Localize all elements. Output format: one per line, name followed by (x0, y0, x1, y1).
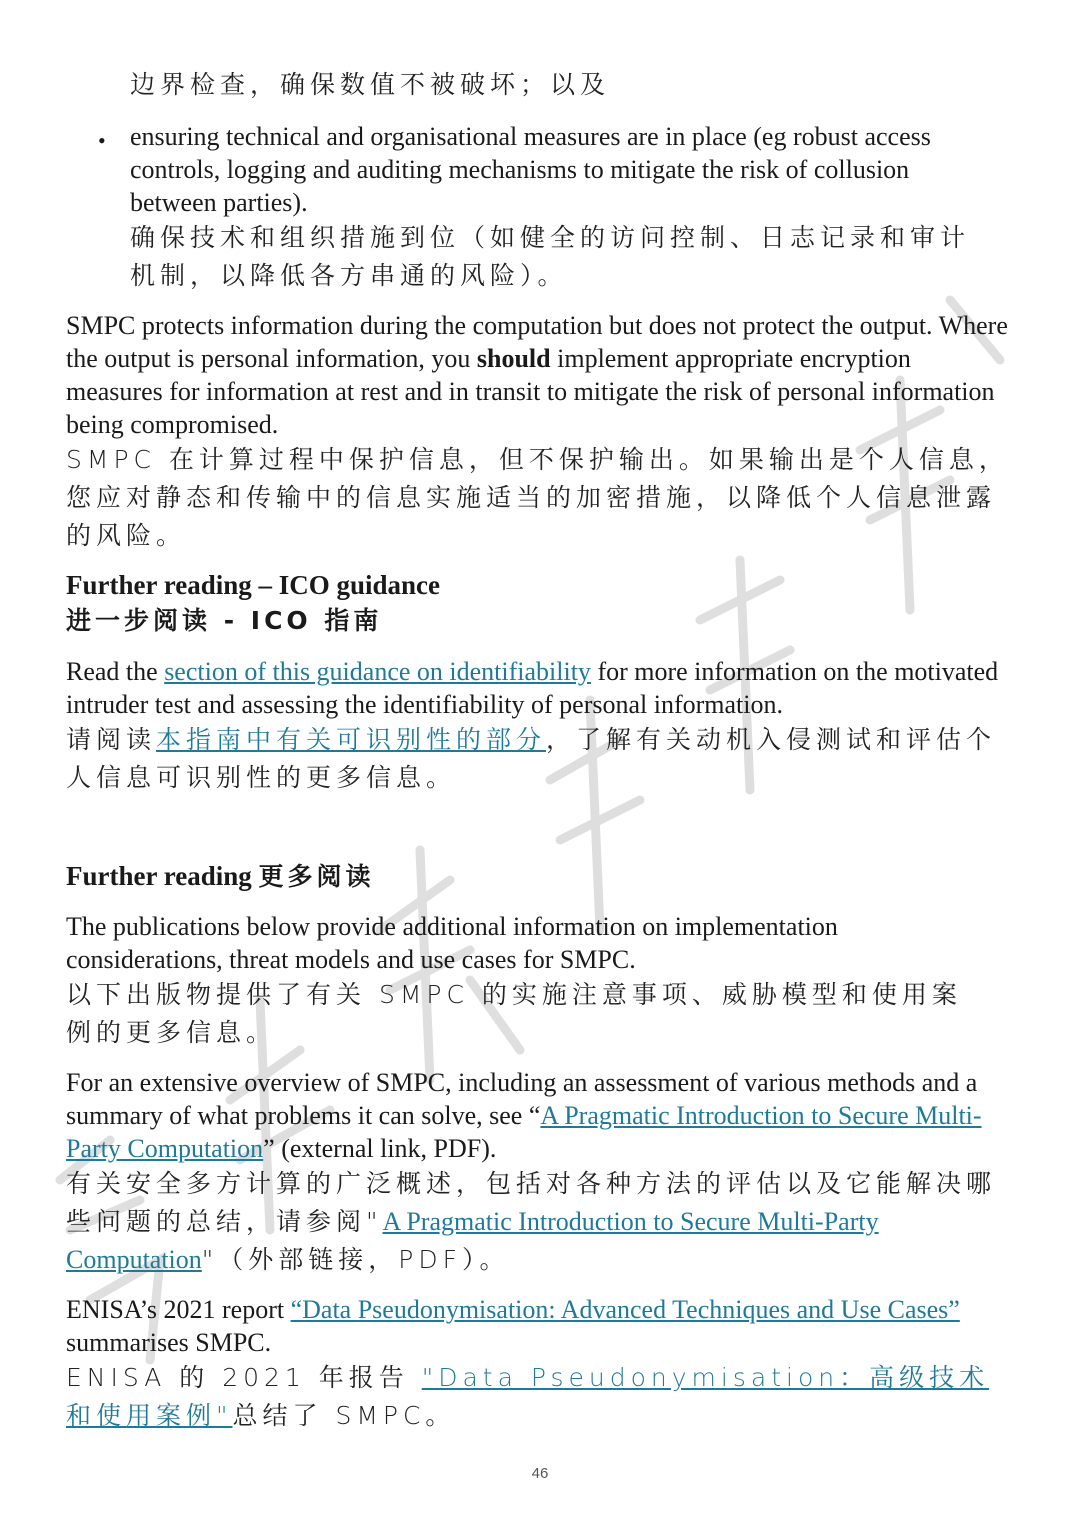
further-reading-title-en: Further reading (66, 861, 252, 891)
enisa-text-en-pre: ENISA’s 2021 report (66, 1295, 291, 1324)
smpc-text-en (66, 309, 1011, 441)
further-ico-title-en: Further reading – ICO guidance (66, 570, 441, 600)
overview-text-zh-post: "（外部链接，PDF）。 (201, 1245, 510, 1274)
top-line-zh: 边界检查，确保数值不被破坏；以及 (130, 70, 611, 99)
ico-text-zh (66, 721, 1006, 797)
ico-text-en (66, 655, 1006, 721)
enisa-report-link[interactable]: “Data Pseudonymisation: Advanced Techniques and Use Cases” (290, 1295, 960, 1324)
overview-text-en-pre: For an extensive overview of SMPC, including an assessment of various methods and a summary of what problems it can solve, see “ (66, 1068, 978, 1130)
overview-text-zh (66, 1165, 1021, 1279)
further-reading-title-zh: 更多阅读 (258, 862, 375, 891)
further-ico-title-zh: 进一步阅读 - ICO 指南 (66, 606, 383, 635)
publications-text-zh: 以下出版物提供了有关 SMPC 的实施注意事项、威胁模型和使用案例的更多信息。 (66, 980, 962, 1047)
bullet-marker: • (98, 128, 106, 153)
ico-text-en-post: for more information on the motivated intruder test and assessing the identifiability of personal information. (66, 657, 999, 719)
top-line (66, 66, 1026, 104)
smpc-paragraph (66, 309, 1011, 555)
overview-text-en-post: ” (external link, PDF). (263, 1134, 497, 1163)
enisa-report-link-zh[interactable]: "Data Pseudonymisation：高级技术和使用案例" (66, 1363, 990, 1430)
smpc-text-zh: SMPC 在计算过程中保护信息，但不保护输出。如果输出是个人信息，您应对静态和传输中的信息实施适当的加密措施，以降低个人信息泄露的风险。 (66, 445, 1009, 550)
smpc-text-bold: should (476, 344, 551, 373)
bullet-text-en: ensuring technical and organisational measures are in place (eg robust access controls, logging and auditing mechanisms to mitigate the risk of collusion between parties). (130, 122, 931, 217)
overview-paragraph (66, 1066, 1021, 1279)
identifiability-link-zh[interactable]: 本指南中有关可识别性的部分 (156, 725, 547, 754)
further-ico-paragraph (66, 655, 1006, 797)
smpc-text-part1: SMPC protects information during the computation but does not protect the output. Where the output is personal information, you (66, 311, 1008, 373)
publications-text-en: The publications below provide additional information on implementation considerations, threat models and use cases for SMPC. (66, 912, 838, 974)
smpc-text-part2: implement appropriate encryption measures for information at rest and in transit to mitigate the risk of personal information being compromised. (66, 344, 995, 439)
overview-text-en (66, 1066, 1021, 1165)
enisa-paragraph (66, 1293, 1001, 1435)
enisa-text-zh (66, 1359, 1001, 1435)
bullet-text-zh: 确保技术和组织措施到位（如健全的访问控制、日志记录和审计机制，以降低各方串通的风险）。 (130, 223, 971, 290)
pragmatic-intro-link[interactable]: A Pragmatic Introduction to Secure Multi-Party Computation (66, 1101, 982, 1163)
further-reading-heading (66, 858, 1026, 895)
pragmatic-intro-link-zh[interactable]: A Pragmatic Introduction to Secure Multi-Party Computation (66, 1207, 879, 1274)
bullet-item (130, 120, 990, 295)
page-number: 46 (531, 1465, 549, 1482)
enisa-text-en (66, 1293, 1001, 1359)
publications-paragraph (66, 910, 986, 1052)
enisa-text-zh-pre: ENISA 的 2021 年报告 (66, 1363, 422, 1392)
ico-text-en-pre: Read the (66, 657, 165, 686)
enisa-text-zh-post: 总结了 SMPC。 (232, 1401, 456, 1430)
overview-text-zh-pre: 有关安全多方计算的广泛概述，包括对各种方法的评估以及它能解决哪些问题的总结，请参阅" (66, 1169, 997, 1236)
enisa-text-en-post: summarises SMPC. (66, 1328, 272, 1357)
ico-text-zh-post: ，了解有关动机入侵测试和评估个人信息可识别性的更多信息。 (66, 725, 997, 792)
further-reading-title (66, 858, 1026, 895)
further-ico-heading (66, 567, 1026, 639)
identifiability-link[interactable]: section of this guidance on identifiability (164, 657, 591, 686)
ico-text-zh-pre: 请阅读 (66, 725, 157, 754)
